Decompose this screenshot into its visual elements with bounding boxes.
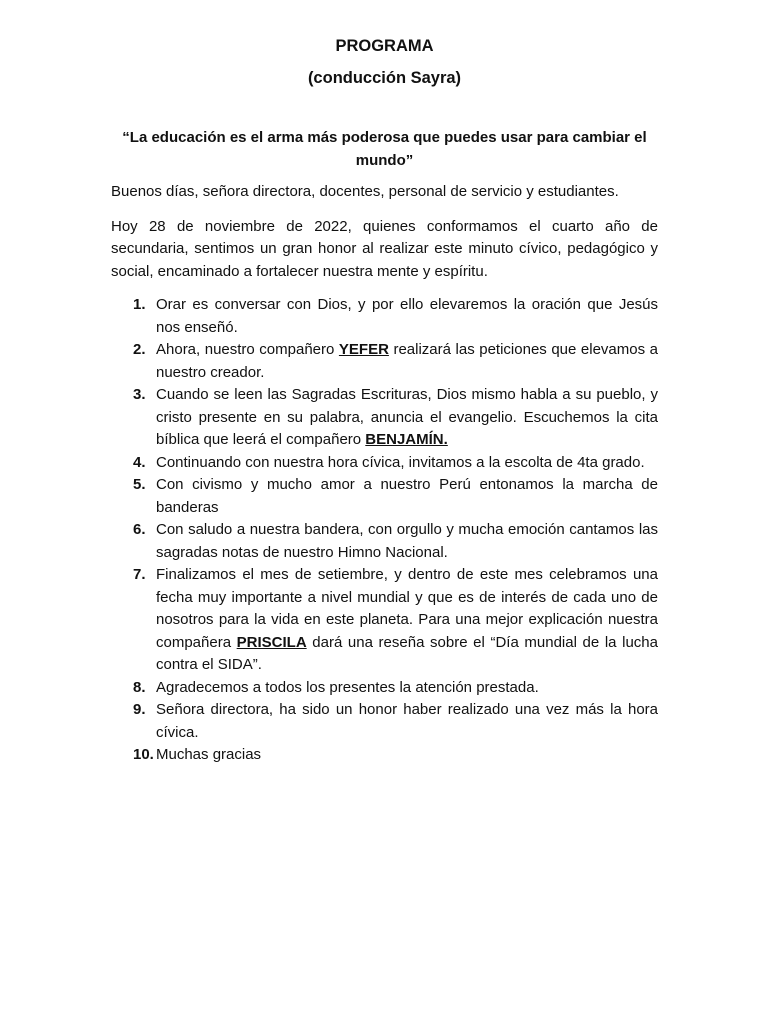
item-text: Agradecemos a todos los presentes la atención prestada. [156, 678, 539, 696]
program-list [111, 294, 658, 767]
highlighted-name: BENJAMÍN. [365, 431, 448, 448]
list-item [111, 339, 658, 384]
item-text: Muchas gracias [156, 746, 262, 763]
list-item [111, 452, 658, 475]
list-item [111, 744, 658, 767]
list-item [111, 294, 658, 339]
intro-paragraph: Hoy 28 de noviembre de 2022, quienes conformamos el cuarto año de secundaria, sentimos un gran honor al realizar este minuto cívico, pedagógico y social, encaminado a fortalecer nuestra mente y espíritu. [111, 217, 658, 280]
item-text: Señora directora, ha sido un honor haber realizado una vez más la hora cívica. [156, 701, 658, 741]
item-number: 9. [133, 701, 146, 718]
item-number: 10. [133, 746, 154, 763]
list-item [111, 474, 658, 519]
item-number: 4. [133, 453, 146, 471]
item-text: Con civismo y mucho amor a nuestro Perú entonamos la marcha de banderas [156, 476, 658, 516]
list-item [111, 699, 658, 744]
document-subtitle: (conducción Sayra) [307, 69, 462, 87]
item-text-after: realizará las peticiones que elevamos a nuestro creador. [156, 341, 658, 381]
item-number: 6. [133, 521, 146, 538]
item-text: Con saludo a nuestra bandera, con orgullo y mucha emoción cantamos las sagradas notas de nuestro Himno Nacional. [156, 521, 658, 561]
item-text-before: Ahora, nuestro compañero [156, 341, 339, 358]
item-number: 2. [133, 341, 146, 358]
item-number: 3. [133, 386, 146, 403]
opening-quote: “La educación es el arma más poderosa que puedes usar para cambiar el mundo” [122, 129, 647, 169]
item-number: 8. [133, 678, 146, 696]
list-item [111, 564, 658, 677]
document-title: PROGRAMA [335, 37, 434, 55]
item-text-before: Finalizamos el mes de setiembre, y dentro de este mes celebramos una fecha muy importante a nivel mundial y que es de interés de cada uno de nosotros para la vida en este planeta. Para una mejor explicación nuestra compañera [156, 566, 658, 651]
list-item [111, 677, 658, 700]
item-number: 5. [133, 476, 146, 493]
item-text-before: Cuando se leen las Sagradas Escrituras, Dios mismo habla a su pueblo, y cristo presente en su palabra, anuncia el evangelio. Escuchemos la cita bíblica que leerá el compañero [156, 386, 658, 448]
greeting-paragraph: Buenos días, señora directora, docentes, personal de servicio y estudiantes. [111, 183, 619, 200]
item-number: 1. [133, 296, 146, 313]
item-text: Orar es conversar con Dios, y por ello elevaremos la oración que Jesús nos enseñó. [156, 296, 658, 336]
item-number: 7. [133, 566, 146, 583]
document-page [111, 34, 658, 767]
highlighted-name: PRISCILA [236, 633, 307, 651]
item-text: Continuando con nuestra hora cívica, invitamos a la escolta de 4ta grado. [156, 453, 645, 471]
list-item [111, 384, 658, 452]
highlighted-name: YEFER [338, 341, 389, 358]
list-item [111, 519, 658, 564]
item-text-after: dará una reseña sobre el “Día mundial de la lucha contra el SIDA”. [156, 633, 658, 673]
